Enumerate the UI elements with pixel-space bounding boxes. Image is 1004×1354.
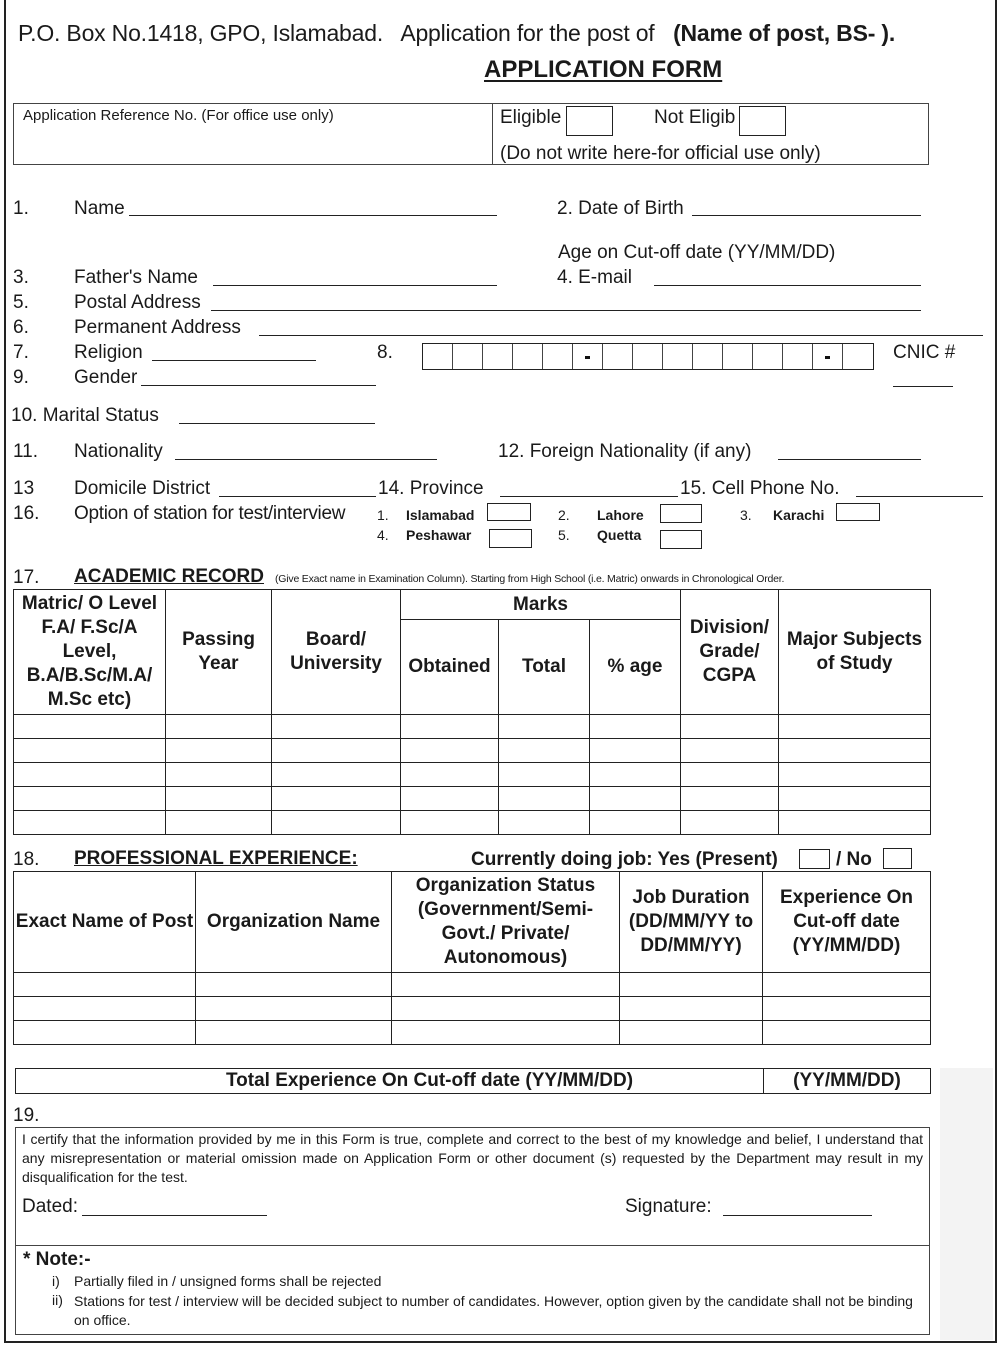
table-cell[interactable] (590, 763, 681, 787)
postal-address-label: Postal Address (74, 292, 201, 313)
declaration-text: I certify that the information provided by me in this Form is true, complete and correct to the best of my knowledge and belief, I understand that any misrepresentation or material omission made on Application Form or other document (s) requested by the Department may result in my disqualification for the test. (22, 1131, 923, 1185)
official-use-note: (Do not write here-for official use only) (500, 143, 821, 164)
table-cell[interactable] (166, 715, 272, 739)
age-cutoff-label: Age on Cut-off date (YY/MM/DD) (558, 242, 836, 263)
station-karachi-checkbox[interactable] (836, 503, 880, 521)
province-input[interactable] (500, 496, 678, 497)
table-cell[interactable] (196, 997, 392, 1021)
field-5-num: 5. (13, 292, 29, 313)
table-row (14, 973, 931, 997)
fathers-name-input[interactable] (213, 285, 497, 286)
name-label: Name (74, 198, 125, 219)
note-item-1-num: i) (52, 1273, 60, 1289)
permanent-address-input[interactable] (259, 335, 983, 336)
col-marks-header: Marks (401, 590, 681, 620)
note-title: * Note:- (23, 1249, 91, 1270)
dob-input[interactable] (692, 215, 921, 216)
reference-no-label: Application Reference No. (For office use only) (23, 107, 334, 124)
station-2-num: 2. (558, 507, 570, 523)
total-experience-value[interactable]: (YY/MM/DD) (764, 1069, 931, 1094)
dob-label: 2. Date of Birth (557, 198, 684, 219)
station-quetta-checkbox[interactable] (660, 530, 702, 549)
experience-section-num: 18. (13, 849, 40, 870)
name-input[interactable] (129, 215, 497, 216)
total-experience-row (15, 1068, 931, 1094)
station-1-num: 1. (377, 507, 389, 523)
email-input[interactable] (654, 285, 921, 286)
cnic-cell[interactable] (693, 344, 723, 369)
table-cell[interactable] (499, 715, 590, 739)
cnic-dash-cell (573, 344, 603, 369)
table-cell[interactable] (166, 787, 272, 811)
station-3-num: 3. (740, 507, 752, 523)
gender-label: Gender (74, 367, 138, 388)
table-cell[interactable] (401, 715, 499, 739)
col-org-status-header: Organization Status (Government/Semi- Govt./ Private/ Autonomous) (392, 872, 620, 973)
dated-input[interactable] (82, 1215, 267, 1216)
table-cell[interactable] (401, 739, 499, 763)
col-duration-header: Job Duration (DD/MM/YY to DD/MM/YY) (620, 872, 763, 973)
permanent-address-label: Permanent Address (74, 317, 241, 338)
table-cell[interactable] (272, 715, 401, 739)
note-item-1-text: Partially filed in / unsigned forms shall be rejected (74, 1273, 382, 1289)
scan-shadow (940, 1068, 993, 1340)
table-cell[interactable] (499, 787, 590, 811)
currently-doing-job-label: Currently doing job: Yes (Present) (471, 849, 778, 870)
table-cell[interactable] (763, 1021, 931, 1045)
table-cell[interactable] (681, 715, 779, 739)
table-cell[interactable] (272, 811, 401, 835)
academic-instruction: (Give Exact name in Examination Column). Starting from High School (i.e. Matric) onwards in Chronological Order. (275, 573, 785, 585)
table-cell[interactable] (14, 811, 166, 835)
table-cell[interactable] (620, 1021, 763, 1045)
cnic-cell[interactable] (783, 344, 813, 369)
professional-experience-table (13, 871, 931, 1045)
cell-phone-label: 15. Cell Phone No. (680, 478, 840, 499)
field-7-num: 7. (13, 342, 29, 363)
cnic-cell[interactable] (453, 344, 483, 369)
station-islamabad-checkbox[interactable] (487, 503, 531, 521)
table-cell[interactable] (590, 715, 681, 739)
academic-record-table (13, 589, 931, 835)
declaration-num: 19. (13, 1105, 40, 1126)
table-cell[interactable] (590, 811, 681, 835)
domicile-district-input[interactable] (219, 496, 376, 497)
table-cell[interactable] (681, 763, 779, 787)
table-cell[interactable] (392, 973, 620, 997)
table-cell[interactable] (401, 811, 499, 835)
table-cell[interactable] (499, 763, 590, 787)
col-org-name-header: Organization Name (196, 872, 392, 973)
col-post-header: Exact Name of Post (14, 872, 196, 973)
cnic-cell[interactable] (513, 344, 543, 369)
table-cell[interactable] (272, 739, 401, 763)
cnic-cell[interactable] (633, 344, 663, 369)
table-cell[interactable] (14, 739, 166, 763)
foreign-nationality-input[interactable] (778, 459, 921, 460)
table-cell[interactable] (763, 973, 931, 997)
table-cell[interactable] (401, 787, 499, 811)
signature-input[interactable] (723, 1215, 872, 1216)
academic-section-title: ACADEMIC RECORD (74, 566, 264, 587)
table-cell[interactable] (590, 739, 681, 763)
po-box-address: P.O. Box No.1418, GPO, Islamabad. (18, 20, 384, 46)
col-board-header: Board/ University (272, 590, 401, 715)
table-cell[interactable] (392, 1021, 620, 1045)
cnic-cell[interactable] (663, 344, 693, 369)
total-experience-label: Total Experience On Cut-off date (YY/MM/DD) (16, 1069, 764, 1094)
table-cell[interactable] (763, 997, 931, 1021)
col-experience-header: Experience On Cut-off date (YY/MM/DD) (763, 872, 931, 973)
gender-input[interactable] (141, 385, 376, 386)
eligible-label: Eligible (500, 107, 562, 128)
religion-input[interactable] (152, 360, 316, 361)
table-row (14, 997, 931, 1021)
table-cell[interactable] (166, 739, 272, 763)
cell-phone-input[interactable] (856, 496, 983, 497)
cnic-cell[interactable] (753, 344, 783, 369)
field-16-num: 16. (13, 503, 40, 524)
academic-section-num: 17. (13, 567, 40, 588)
fathers-name-label: Father's Name (74, 267, 199, 288)
table-cell[interactable] (166, 763, 272, 787)
col-subjects-header: Major Subjects of Study (779, 590, 931, 715)
dated-label: Dated: (22, 1196, 78, 1217)
table-cell[interactable] (14, 997, 196, 1021)
table-cell[interactable] (14, 715, 166, 739)
cnic-cell[interactable] (423, 344, 453, 369)
cnic-cell[interactable] (723, 344, 753, 369)
nationality-input[interactable] (175, 459, 437, 460)
field-8-num: 8. (377, 342, 393, 363)
email-label: 4. E-mail (557, 267, 632, 288)
current-job-yes-checkbox[interactable] (799, 849, 830, 869)
province-label: 14. Province (378, 478, 484, 499)
current-job-no-label: / No (836, 849, 872, 870)
not-eligible-checkbox[interactable] (739, 106, 786, 136)
declaration-box (15, 1127, 930, 1335)
station-peshawar-label: Peshawar (406, 527, 472, 543)
station-peshawar-checkbox[interactable] (489, 529, 532, 548)
table-cell[interactable] (681, 787, 779, 811)
table-row (14, 811, 931, 835)
table-cell[interactable] (779, 739, 931, 763)
cnic-underline (893, 386, 953, 387)
table-cell[interactable] (14, 973, 196, 997)
cnic-cell[interactable] (543, 344, 573, 369)
table-cell[interactable] (14, 763, 166, 787)
table-cell[interactable] (620, 973, 763, 997)
cnic-label: CNIC # (893, 342, 956, 363)
station-5-num: 5. (558, 527, 570, 543)
table-cell[interactable] (590, 787, 681, 811)
table-cell[interactable] (272, 763, 401, 787)
station-4-num: 4. (377, 527, 389, 543)
table-cell[interactable] (681, 811, 779, 835)
field-13-num: 13 (13, 478, 35, 499)
table-cell[interactable] (779, 715, 931, 739)
station-option-label: Option of station for test/interview (74, 503, 346, 524)
cnic-cell[interactable] (483, 344, 513, 369)
station-islamabad-label: Islamabad (406, 507, 475, 523)
current-job-no-checkbox[interactable] (883, 848, 912, 869)
col-percent-header: % age (590, 620, 681, 715)
table-row (14, 1021, 931, 1045)
field-1-num: 1. (13, 198, 29, 219)
office-use-box (13, 103, 929, 165)
eligible-checkbox[interactable] (566, 106, 613, 136)
table-cell[interactable] (14, 787, 166, 811)
col-obtained-header: Obtained (401, 620, 499, 715)
table-row (14, 739, 931, 763)
table-cell[interactable] (392, 997, 620, 1021)
application-for-label: Application for the post of (400, 20, 655, 46)
post-name-placeholder: (Name of post, BS- ). (673, 20, 896, 46)
col-passing-year-header: Passing Year (166, 590, 272, 715)
col-total-header: Total (499, 620, 590, 715)
nationality-label: Nationality (74, 441, 163, 462)
cnic-cell[interactable] (843, 344, 873, 369)
table-cell[interactable] (779, 763, 931, 787)
signature-label: Signature: (625, 1196, 712, 1217)
table-cell[interactable] (14, 1021, 196, 1045)
table-cell[interactable] (196, 1021, 392, 1045)
table-cell[interactable] (681, 739, 779, 763)
station-lahore-checkbox[interactable] (660, 504, 702, 523)
foreign-nationality-label: 12. Foreign Nationality (if any) (498, 441, 752, 462)
table-cell[interactable] (499, 739, 590, 763)
table-cell[interactable] (272, 787, 401, 811)
cnic-cell[interactable] (603, 344, 633, 369)
table-row (14, 715, 931, 739)
col-division-header: Division/ Grade/ CGPA (681, 590, 779, 715)
field-3-num: 3. (13, 267, 29, 288)
religion-label: Religion (74, 342, 143, 363)
form-title: APPLICATION FORM (484, 56, 723, 83)
station-karachi-label: Karachi (773, 507, 825, 523)
note-divider (16, 1245, 929, 1246)
field-11-num: 11. (13, 441, 39, 462)
station-quetta-label: Quetta (597, 527, 642, 543)
field-9-num: 9. (13, 367, 29, 388)
cnic-dash-cell (813, 344, 843, 369)
experience-section-title: PROFESSIONAL EXPERIENCE: (74, 848, 358, 869)
col-exam-header: Matric/ O Level F.A/ F.Sc/A Level, B.A/B.Sc/M.A/ M.Sc etc) (14, 590, 166, 715)
marital-status-label: 10. Marital Status (11, 405, 159, 426)
domicile-district-label: Domicile District (74, 478, 211, 499)
field-6-num: 6. (13, 317, 29, 338)
table-cell[interactable] (620, 997, 763, 1021)
note-item-2-num: ii) (52, 1292, 63, 1308)
cnic-input[interactable] (422, 343, 874, 370)
station-lahore-label: Lahore (597, 507, 644, 523)
marital-status-input[interactable] (179, 423, 375, 424)
table-cell[interactable] (166, 811, 272, 835)
postal-address-input[interactable] (211, 310, 921, 311)
table-row (14, 787, 931, 811)
table-cell[interactable] (401, 763, 499, 787)
table-cell[interactable] (779, 787, 931, 811)
not-eligible-label: Not Eligib (654, 107, 736, 128)
table-cell[interactable] (196, 973, 392, 997)
table-row (14, 763, 931, 787)
table-cell[interactable] (499, 811, 590, 835)
header-line (18, 20, 895, 47)
table-cell[interactable] (779, 811, 931, 835)
note-item-2-text: Stations for test / interview will be decided subject to number of candidates. However, option given by the candidate shall not be binding on office. (74, 1293, 913, 1328)
